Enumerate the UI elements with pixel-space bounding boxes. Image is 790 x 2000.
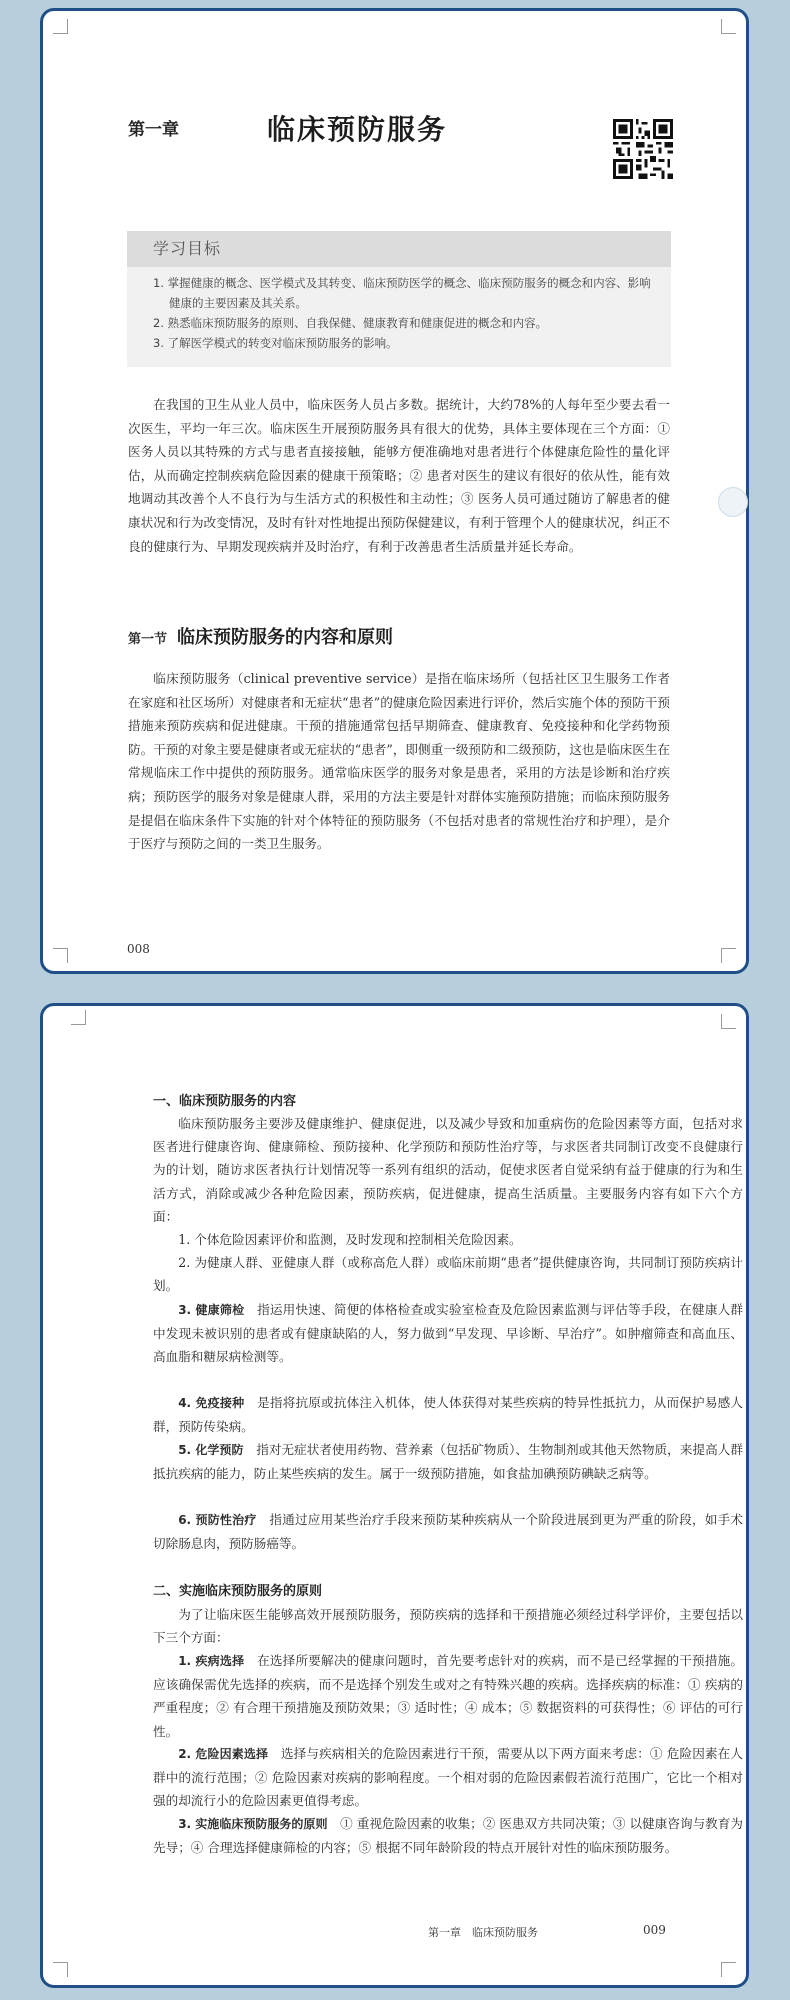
page-009	[40, 1003, 749, 1988]
section-paragraph: 临床预防服务（clinical preventive service）是指在临床场所（包括社区卫生服务工作者在家庭和社区场所）对健康者和无症状“患者”的健康危险因素进行评价，然后实施个体的预防干预措施来预防疾病和促进健康。干预的措施通常包括早期筛查、健康教育、免疫接种和化学药物预防。干预的对象主要是健康者或无症状的“患者”，即侧重一级预防和二级预防，这也是临床医生在常规临床工作中提供的预防服务。通常临床医学的服务对象是患者，采用的方法是诊断和治疗疾病；预防医学的服务对象是健康人群，采用的方法主要是针对群体实施预防措施；而临床预防服务是提倡在临床条件下实施的针对个体特征的预防服务（不包括对患者的常规性治疗和护理），是介于医疗与预防之间的一类卫生服务。	[128, 671, 670, 852]
content-item-text: 是指将抗原或抗体注入机体，使人体获得对某些疾病的特异性抵抗力，从而保护易感人群，预防传染病。	[153, 1395, 744, 1435]
principle-item-2	[153, 1742, 743, 1813]
content-item-text: 指运用快速、简便的体格检查或实验室检查及危险因素监测与评估等手段，在健康人群中发现未被识别的患者或有健康缺陷的人，努力做到“早发现、早诊断、早治疗”。如肿瘤筛查和高血压、高血脂和糖尿病检测等。	[153, 1302, 744, 1365]
content-item-4	[153, 1391, 743, 1438]
crop-mark	[721, 1014, 736, 1029]
content-item-term: 4. 免疫接种	[178, 1396, 245, 1410]
content-item-term: 6. 预防性治疗	[178, 1513, 257, 1527]
chapter-title: 临床预防服务	[267, 113, 448, 146]
crop-mark	[721, 1962, 736, 1977]
content-item-term: 3. 健康筛检	[178, 1303, 245, 1317]
content-item-6	[153, 1508, 743, 1555]
section-heading	[128, 623, 393, 649]
content-item-3	[153, 1298, 743, 1369]
side-scroll-handle[interactable]	[718, 487, 748, 517]
principles-intro-paragraph: 为了让临床医生能够高效开展预防服务，预防疾病的选择和干预措施必须经过科学评价，主要包括以下三个方面：	[153, 1607, 743, 1646]
chapter-number: 第一章	[128, 120, 179, 140]
page-number: 009	[643, 1923, 666, 1937]
content-item-text: 1. 个体危险因素评价和监测，及时发现和控制相关危险因素。	[178, 1232, 522, 1247]
principle-item-term: 2. 危险因素选择	[178, 1747, 269, 1761]
content-item-text: 指对无症状者使用药物、营养素（包括矿物质）、生物制剂或其他天然物质，来提高人群抵抗疾病的能力，防止某些疾病的发生。属于一级预防措施，如食盐加碘预防碘缺乏病等。	[153, 1442, 744, 1482]
intro-paragraph: 在我国的卫生从业人员中，临床医务人员占多数。据统计，大约78%的人每年至少要去看一次医生，平均一年三次。临床医生开展预防服务具有很大的优势，具体主要体现在三个方面：① 医务人员以其特殊的方式与患者直接接触，能够方便准确地对患者进行个体健康危险性的量化评估，从而确定控制疾病危险因素的健康干预策略；② 患者对医生的建议有很好的依从性，能有效地调动其改善个人不良行为与生活方式的积极性和主动性；③ 医务人员可通过随访了解患者的健康状况和行为改变情况，及时有针对性地提出预防保健建议，有利于管理个人的健康状况，纠正不良的健康行为、早期发现疾病并及时治疗，有利于改善患者生活质量并延长寿命。	[128, 397, 670, 554]
content-item-text: 指通过应用某些治疗手段来预防某种疾病从一个阶段进展到更为严重的阶段，如手术切除肠息肉，预防肠癌等。	[153, 1512, 744, 1552]
crop-mark	[721, 948, 736, 963]
subsection-title-content: 一、临床预防服务的内容	[153, 1094, 297, 1109]
crop-mark	[53, 948, 68, 963]
learning-goal-item: 2. 熟悉临床预防服务的原则、自我保健、健康教育和健康促进的概念和内容。	[153, 316, 548, 330]
running-footer: 第一章 临床预防服务	[428, 1926, 538, 1939]
section-number: 第一节	[128, 632, 168, 647]
principle-item-text: 选择与疾病相关的危险因素进行干预，需要从以下两方面来考虑：① 危险因素在人群中的流行范围；② 危险因素对疾病的影响程度。一个相对弱的危险因素假若流行范围广，它比一个相对强的却流行小的危险因素更值得考虑。	[153, 1746, 743, 1809]
page-008	[40, 8, 749, 974]
crop-mark	[53, 19, 68, 34]
content-item-1	[153, 1228, 743, 1251]
section-title: 临床预防服务的内容和原则	[177, 627, 394, 648]
crop-mark	[53, 1962, 68, 1977]
principle-item-text: 在选择所要解决的健康问题时，首先要考虑针对的疾病，而不是已经掌握的干预措施。应该确保需优先选择的疾病，而不是选择个别发生或对之有特殊兴趣的疾病。选择疾病的标准：① 疾病的严重程度；② 有合理干预措施及预防效果；③ 适时性；④ 成本；⑤ 数据资料的可获得性；⑥ 评估的可行性。	[153, 1653, 744, 1739]
content-item-5	[153, 1438, 743, 1485]
content-item-term: 5. 化学预防	[178, 1443, 244, 1457]
content-item-2	[153, 1251, 743, 1297]
subsection-title-principles: 二、实施临床预防服务的原则	[153, 1584, 323, 1599]
crop-mark	[721, 19, 736, 34]
principle-item-1	[153, 1649, 743, 1743]
principle-item-term: 3. 实施临床预防服务的原则	[178, 1817, 328, 1831]
learning-goal-item: 3. 了解医学模式的转变对临床预防服务的影响。	[153, 336, 398, 350]
learning-goal-item: 1. 掌握健康的概念、医学模式及其转变、临床预防医学的概念、临床预防服务的概念和内容、影响健康的主要因素及其关系。	[153, 276, 651, 310]
learning-goals-list	[127, 267, 671, 353]
learning-goals-box	[127, 231, 671, 367]
learning-goals-title: 学习目标	[127, 231, 671, 267]
content-item-text: 2. 为健康人群、亚健康人群（或称高危人群）或临床前期“患者”提供健康咨询，共同制订预防疾病计划。	[153, 1255, 743, 1294]
principle-item-3	[153, 1812, 743, 1859]
principle-item-term: 1. 疾病选择	[178, 1654, 245, 1668]
qr-code-icon[interactable]	[613, 119, 673, 179]
subsection-intro-paragraph: 临床预防服务主要涉及健康维护、健康促进，以及减少导致和加重病伤的危险因素等方面，包括对求医者进行健康咨询、健康筛检、预防接种、化学预防和预防性治疗等，与求医者共同制订改变不良健康行为的计划，随访求医者执行计划情况等一系列有组织的活动，促使求医者自觉采纳有益于健康的行为和生活方式，消除或减少各种危险因素，预防疾病，促进健康，提高生活质量。主要服务内容有如下六个方面：	[153, 1116, 743, 1224]
crop-mark	[71, 1010, 86, 1025]
principle-item-text: ① 重视危险因素的收集；② 医患双方共同决策；③ 以健康咨询与教育为先导；④ 合理选择健康筛检的内容；⑤ 根据不同年龄阶段的特点开展针对性的临床预防服务。	[153, 1816, 743, 1856]
page-number: 008	[127, 942, 150, 956]
